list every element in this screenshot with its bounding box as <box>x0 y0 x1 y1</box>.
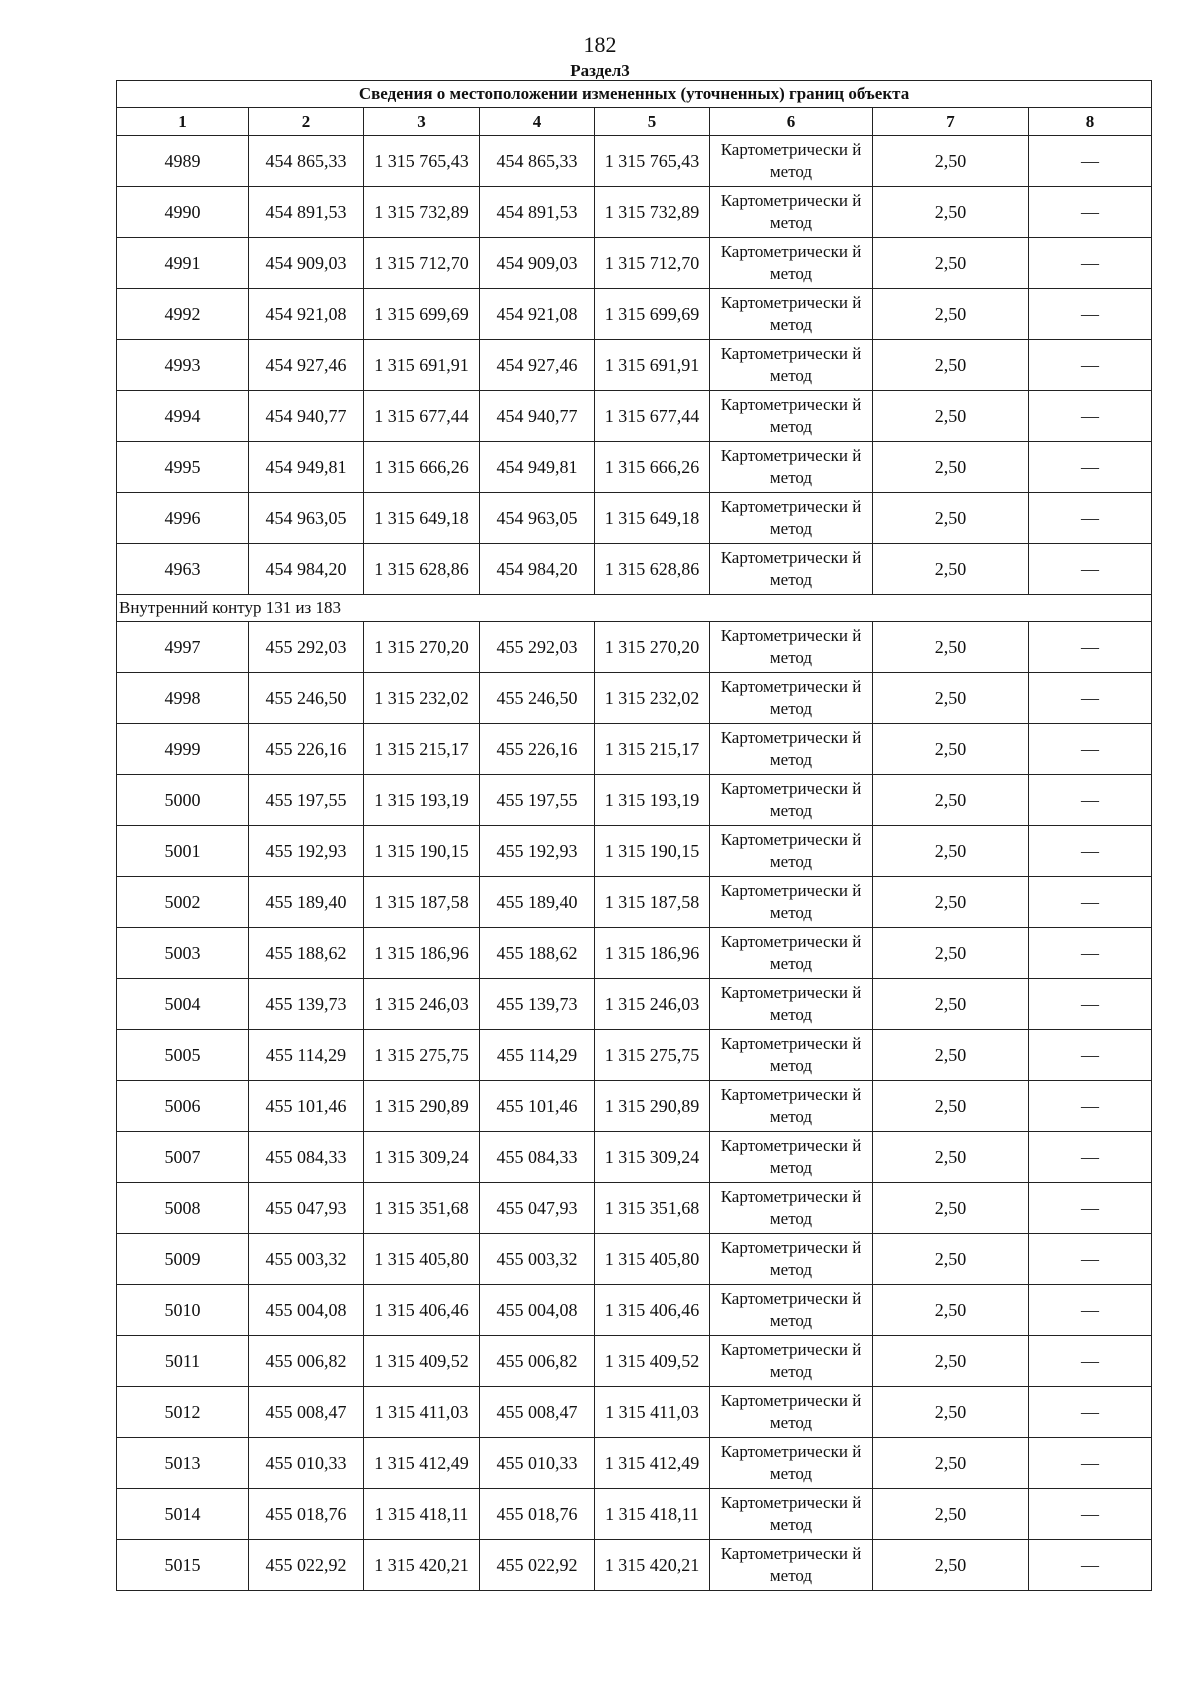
x-old-cell: 454 909,03 <box>249 238 364 289</box>
x-old-cell: 455 114,29 <box>249 1030 364 1081</box>
table-row <box>117 1285 1152 1336</box>
y-old-cell: 1 315 246,03 <box>364 979 480 1030</box>
note-cell: — <box>1029 826 1152 877</box>
point-number-cell: 5000 <box>117 775 249 826</box>
point-number-cell: 4989 <box>117 136 249 187</box>
method-cell: Картометрически й метод <box>710 391 873 442</box>
x-new-cell: 455 022,92 <box>480 1540 595 1591</box>
point-number-cell: 5011 <box>117 1336 249 1387</box>
x-new-cell: 454 891,53 <box>480 187 595 238</box>
column-number: 4 <box>480 108 595 136</box>
method-cell: Картометрически й метод <box>710 1387 873 1438</box>
table-row <box>117 1183 1152 1234</box>
error-cell: 2,50 <box>873 136 1029 187</box>
y-new-cell: 1 315 351,68 <box>595 1183 710 1234</box>
note-cell: — <box>1029 136 1152 187</box>
y-old-cell: 1 315 712,70 <box>364 238 480 289</box>
point-number-cell: 5005 <box>117 1030 249 1081</box>
column-number: 5 <box>595 108 710 136</box>
error-cell: 2,50 <box>873 1336 1029 1387</box>
error-cell: 2,50 <box>873 238 1029 289</box>
table-row <box>117 1387 1152 1438</box>
y-new-cell: 1 315 418,11 <box>595 1489 710 1540</box>
table-row <box>117 391 1152 442</box>
point-number-cell: 5013 <box>117 1438 249 1489</box>
method-cell: Картометрически й метод <box>710 1234 873 1285</box>
note-cell: — <box>1029 673 1152 724</box>
y-new-cell: 1 315 270,20 <box>595 622 710 673</box>
table-row <box>117 877 1152 928</box>
note-cell: — <box>1029 289 1152 340</box>
note-cell: — <box>1029 340 1152 391</box>
x-new-cell: 455 018,76 <box>480 1489 595 1540</box>
error-cell: 2,50 <box>873 1183 1029 1234</box>
note-cell: — <box>1029 622 1152 673</box>
error-cell: 2,50 <box>873 826 1029 877</box>
y-old-cell: 1 315 190,15 <box>364 826 480 877</box>
method-cell: Картометрически й метод <box>710 724 873 775</box>
note-cell: — <box>1029 1336 1152 1387</box>
method-cell: Картометрически й метод <box>710 289 873 340</box>
x-old-cell: 455 003,32 <box>249 1234 364 1285</box>
table-row <box>117 1336 1152 1387</box>
column-number: 2 <box>249 108 364 136</box>
method-cell: Картометрически й метод <box>710 1030 873 1081</box>
method-cell: Картометрически й метод <box>710 136 873 187</box>
x-old-cell: 454 865,33 <box>249 136 364 187</box>
point-number-cell: 4990 <box>117 187 249 238</box>
y-old-cell: 1 315 193,19 <box>364 775 480 826</box>
column-number-row <box>117 108 1152 136</box>
point-number-cell: 4996 <box>117 493 249 544</box>
point-number-cell: 5003 <box>117 928 249 979</box>
table-row <box>117 673 1152 724</box>
x-old-cell: 455 004,08 <box>249 1285 364 1336</box>
y-new-cell: 1 315 712,70 <box>595 238 710 289</box>
x-old-cell: 455 197,55 <box>249 775 364 826</box>
point-number-cell: 5001 <box>117 826 249 877</box>
x-old-cell: 455 188,62 <box>249 928 364 979</box>
table-row <box>117 1540 1152 1591</box>
method-cell: Картометрически й метод <box>710 1285 873 1336</box>
x-old-cell: 455 101,46 <box>249 1081 364 1132</box>
coordinates-table <box>116 80 1152 1591</box>
x-new-cell: 454 921,08 <box>480 289 595 340</box>
error-cell: 2,50 <box>873 1081 1029 1132</box>
y-new-cell: 1 315 405,80 <box>595 1234 710 1285</box>
y-new-cell: 1 315 409,52 <box>595 1336 710 1387</box>
table-row <box>117 1438 1152 1489</box>
point-number-cell: 4994 <box>117 391 249 442</box>
y-old-cell: 1 315 765,43 <box>364 136 480 187</box>
table-row <box>117 493 1152 544</box>
x-old-cell: 455 006,82 <box>249 1336 364 1387</box>
point-number-cell: 5009 <box>117 1234 249 1285</box>
y-new-cell: 1 315 186,96 <box>595 928 710 979</box>
note-cell: — <box>1029 928 1152 979</box>
error-cell: 2,50 <box>873 1489 1029 1540</box>
point-number-cell: 5012 <box>117 1387 249 1438</box>
x-old-cell: 454 963,05 <box>249 493 364 544</box>
y-new-cell: 1 315 246,03 <box>595 979 710 1030</box>
error-cell: 2,50 <box>873 289 1029 340</box>
table-row <box>117 1489 1152 1540</box>
y-old-cell: 1 315 666,26 <box>364 442 480 493</box>
error-cell: 2,50 <box>873 391 1029 442</box>
table-row <box>117 826 1152 877</box>
note-cell: — <box>1029 1438 1152 1489</box>
x-new-cell: 455 139,73 <box>480 979 595 1030</box>
point-number-cell: 5014 <box>117 1489 249 1540</box>
point-number-cell: 5010 <box>117 1285 249 1336</box>
point-number-cell: 4998 <box>117 673 249 724</box>
y-new-cell: 1 315 406,46 <box>595 1285 710 1336</box>
x-old-cell: 455 246,50 <box>249 673 364 724</box>
method-cell: Картометрически й метод <box>710 1081 873 1132</box>
table-caption: Сведения о местоположении измененных (уточненных) границ объекта <box>117 81 1152 108</box>
column-number: 8 <box>1029 108 1152 136</box>
point-number-cell: 4997 <box>117 622 249 673</box>
y-old-cell: 1 315 732,89 <box>364 187 480 238</box>
error-cell: 2,50 <box>873 493 1029 544</box>
y-new-cell: 1 315 765,43 <box>595 136 710 187</box>
error-cell: 2,50 <box>873 775 1029 826</box>
method-cell: Картометрически й метод <box>710 442 873 493</box>
y-new-cell: 1 315 420,21 <box>595 1540 710 1591</box>
table-row <box>117 544 1152 595</box>
point-number-cell: 5007 <box>117 1132 249 1183</box>
y-new-cell: 1 315 275,75 <box>595 1030 710 1081</box>
x-new-cell: 454 949,81 <box>480 442 595 493</box>
x-old-cell: 455 189,40 <box>249 877 364 928</box>
note-cell: — <box>1029 724 1152 775</box>
x-new-cell: 454 940,77 <box>480 391 595 442</box>
y-old-cell: 1 315 691,91 <box>364 340 480 391</box>
y-new-cell: 1 315 412,49 <box>595 1438 710 1489</box>
x-old-cell: 454 940,77 <box>249 391 364 442</box>
x-new-cell: 454 984,20 <box>480 544 595 595</box>
y-new-cell: 1 315 649,18 <box>595 493 710 544</box>
column-number: 1 <box>117 108 249 136</box>
y-old-cell: 1 315 628,86 <box>364 544 480 595</box>
table-row <box>117 238 1152 289</box>
x-old-cell: 455 022,92 <box>249 1540 364 1591</box>
x-old-cell: 455 292,03 <box>249 622 364 673</box>
method-cell: Картометрически й метод <box>710 1489 873 1540</box>
point-number-cell: 5015 <box>117 1540 249 1591</box>
error-cell: 2,50 <box>873 340 1029 391</box>
method-cell: Картометрически й метод <box>710 187 873 238</box>
y-old-cell: 1 315 677,44 <box>364 391 480 442</box>
y-old-cell: 1 315 275,75 <box>364 1030 480 1081</box>
point-number-cell: 4995 <box>117 442 249 493</box>
x-new-cell: 455 047,93 <box>480 1183 595 1234</box>
y-new-cell: 1 315 732,89 <box>595 187 710 238</box>
x-new-cell: 454 865,33 <box>480 136 595 187</box>
y-new-cell: 1 315 628,86 <box>595 544 710 595</box>
y-old-cell: 1 315 351,68 <box>364 1183 480 1234</box>
y-old-cell: 1 315 699,69 <box>364 289 480 340</box>
y-old-cell: 1 315 187,58 <box>364 877 480 928</box>
method-cell: Картометрически й метод <box>710 1540 873 1591</box>
error-cell: 2,50 <box>873 724 1029 775</box>
method-cell: Картометрически й метод <box>710 493 873 544</box>
y-new-cell: 1 315 187,58 <box>595 877 710 928</box>
x-new-cell: 455 010,33 <box>480 1438 595 1489</box>
note-cell: — <box>1029 187 1152 238</box>
note-cell: — <box>1029 1387 1152 1438</box>
x-old-cell: 455 018,76 <box>249 1489 364 1540</box>
note-cell: — <box>1029 1132 1152 1183</box>
y-new-cell: 1 315 677,44 <box>595 391 710 442</box>
table-row <box>117 1030 1152 1081</box>
error-cell: 2,50 <box>873 187 1029 238</box>
note-cell: — <box>1029 544 1152 595</box>
point-number-cell: 5008 <box>117 1183 249 1234</box>
error-cell: 2,50 <box>873 1387 1029 1438</box>
y-new-cell: 1 315 411,03 <box>595 1387 710 1438</box>
x-new-cell: 454 909,03 <box>480 238 595 289</box>
y-new-cell: 1 315 290,89 <box>595 1081 710 1132</box>
note-cell: — <box>1029 877 1152 928</box>
error-cell: 2,50 <box>873 1540 1029 1591</box>
x-old-cell: 455 010,33 <box>249 1438 364 1489</box>
method-cell: Картометрически й метод <box>710 544 873 595</box>
x-new-cell: 455 006,82 <box>480 1336 595 1387</box>
x-new-cell: 455 192,93 <box>480 826 595 877</box>
x-new-cell: 455 226,16 <box>480 724 595 775</box>
table-row <box>117 1081 1152 1132</box>
y-old-cell: 1 315 270,20 <box>364 622 480 673</box>
x-new-cell: 454 927,46 <box>480 340 595 391</box>
x-old-cell: 454 891,53 <box>249 187 364 238</box>
x-new-cell: 455 246,50 <box>480 673 595 724</box>
y-old-cell: 1 315 232,02 <box>364 673 480 724</box>
x-new-cell: 455 292,03 <box>480 622 595 673</box>
method-cell: Картометрически й метод <box>710 1336 873 1387</box>
table-row <box>117 136 1152 187</box>
note-cell: — <box>1029 391 1152 442</box>
table-body <box>117 136 1152 1591</box>
section-title: Раздел3 <box>570 61 630 80</box>
table-row <box>117 1132 1152 1183</box>
note-cell: — <box>1029 1540 1152 1591</box>
y-old-cell: 1 315 215,17 <box>364 724 480 775</box>
y-old-cell: 1 315 406,46 <box>364 1285 480 1336</box>
table-row <box>117 340 1152 391</box>
table-row <box>117 775 1152 826</box>
x-old-cell: 454 927,46 <box>249 340 364 391</box>
point-number-cell: 4991 <box>117 238 249 289</box>
point-number-cell: 4992 <box>117 289 249 340</box>
y-old-cell: 1 315 186,96 <box>364 928 480 979</box>
y-new-cell: 1 315 691,91 <box>595 340 710 391</box>
point-number-cell: 5006 <box>117 1081 249 1132</box>
table-row <box>117 724 1152 775</box>
y-old-cell: 1 315 290,89 <box>364 1081 480 1132</box>
method-cell: Картометрически й метод <box>710 238 873 289</box>
method-cell: Картометрически й метод <box>710 622 873 673</box>
method-cell: Картометрически й метод <box>710 340 873 391</box>
y-new-cell: 1 315 190,15 <box>595 826 710 877</box>
point-number-cell: 5004 <box>117 979 249 1030</box>
error-cell: 2,50 <box>873 673 1029 724</box>
note-cell: — <box>1029 238 1152 289</box>
y-old-cell: 1 315 409,52 <box>364 1336 480 1387</box>
x-new-cell: 455 004,08 <box>480 1285 595 1336</box>
error-cell: 2,50 <box>873 928 1029 979</box>
y-old-cell: 1 315 649,18 <box>364 493 480 544</box>
error-cell: 2,50 <box>873 1030 1029 1081</box>
error-cell: 2,50 <box>873 1132 1029 1183</box>
method-cell: Картометрически й метод <box>710 1438 873 1489</box>
page-number: 182 <box>583 32 617 57</box>
table-row <box>117 622 1152 673</box>
y-old-cell: 1 315 418,11 <box>364 1489 480 1540</box>
method-cell: Картометрически й метод <box>710 928 873 979</box>
table-row <box>117 442 1152 493</box>
note-cell: — <box>1029 1489 1152 1540</box>
note-cell: — <box>1029 775 1152 826</box>
point-number-cell: 4993 <box>117 340 249 391</box>
y-new-cell: 1 315 699,69 <box>595 289 710 340</box>
table-row <box>117 187 1152 238</box>
x-new-cell: 455 189,40 <box>480 877 595 928</box>
note-cell: — <box>1029 979 1152 1030</box>
table-row <box>117 979 1152 1030</box>
note-cell: — <box>1029 1285 1152 1336</box>
column-number: 6 <box>710 108 873 136</box>
error-cell: 2,50 <box>873 979 1029 1030</box>
y-new-cell: 1 315 215,17 <box>595 724 710 775</box>
method-cell: Картометрически й метод <box>710 1183 873 1234</box>
note-cell: — <box>1029 1234 1152 1285</box>
point-number-cell: 4999 <box>117 724 249 775</box>
column-number: 7 <box>873 108 1029 136</box>
point-number-cell: 4963 <box>117 544 249 595</box>
error-cell: 2,50 <box>873 1234 1029 1285</box>
x-new-cell: 455 084,33 <box>480 1132 595 1183</box>
table-row <box>117 289 1152 340</box>
note-cell: — <box>1029 1081 1152 1132</box>
x-old-cell: 454 949,81 <box>249 442 364 493</box>
method-cell: Картометрически й метод <box>710 775 873 826</box>
method-cell: Картометрически й метод <box>710 673 873 724</box>
x-new-cell: 455 188,62 <box>480 928 595 979</box>
x-new-cell: 455 114,29 <box>480 1030 595 1081</box>
method-cell: Картометрически й метод <box>710 826 873 877</box>
y-old-cell: 1 315 309,24 <box>364 1132 480 1183</box>
point-number-cell: 5002 <box>117 877 249 928</box>
method-cell: Картометрически й метод <box>710 1132 873 1183</box>
table-row <box>117 928 1152 979</box>
y-new-cell: 1 315 193,19 <box>595 775 710 826</box>
y-old-cell: 1 315 412,49 <box>364 1438 480 1489</box>
x-new-cell: 455 101,46 <box>480 1081 595 1132</box>
x-new-cell: 455 003,32 <box>480 1234 595 1285</box>
note-cell: — <box>1029 493 1152 544</box>
x-old-cell: 455 047,93 <box>249 1183 364 1234</box>
error-cell: 2,50 <box>873 442 1029 493</box>
error-cell: 2,50 <box>873 544 1029 595</box>
x-old-cell: 455 139,73 <box>249 979 364 1030</box>
y-new-cell: 1 315 309,24 <box>595 1132 710 1183</box>
error-cell: 2,50 <box>873 622 1029 673</box>
table-caption-row <box>117 81 1152 108</box>
y-old-cell: 1 315 405,80 <box>364 1234 480 1285</box>
method-cell: Картометрически й метод <box>710 979 873 1030</box>
column-number: 3 <box>364 108 480 136</box>
contour-row <box>117 595 1152 622</box>
y-new-cell: 1 315 666,26 <box>595 442 710 493</box>
x-old-cell: 455 008,47 <box>249 1387 364 1438</box>
y-old-cell: 1 315 420,21 <box>364 1540 480 1591</box>
x-new-cell: 455 008,47 <box>480 1387 595 1438</box>
error-cell: 2,50 <box>873 1285 1029 1336</box>
x-new-cell: 455 197,55 <box>480 775 595 826</box>
x-old-cell: 455 192,93 <box>249 826 364 877</box>
note-cell: — <box>1029 442 1152 493</box>
method-cell: Картометрически й метод <box>710 877 873 928</box>
note-cell: — <box>1029 1183 1152 1234</box>
table-row <box>117 1234 1152 1285</box>
note-cell: — <box>1029 1030 1152 1081</box>
x-old-cell: 454 921,08 <box>249 289 364 340</box>
x-old-cell: 455 084,33 <box>249 1132 364 1183</box>
x-old-cell: 455 226,16 <box>249 724 364 775</box>
y-old-cell: 1 315 411,03 <box>364 1387 480 1438</box>
y-new-cell: 1 315 232,02 <box>595 673 710 724</box>
x-old-cell: 454 984,20 <box>249 544 364 595</box>
error-cell: 2,50 <box>873 1438 1029 1489</box>
x-new-cell: 454 963,05 <box>480 493 595 544</box>
error-cell: 2,50 <box>873 877 1029 928</box>
contour-label: Внутренний контур 131 из 183 <box>117 595 1152 622</box>
